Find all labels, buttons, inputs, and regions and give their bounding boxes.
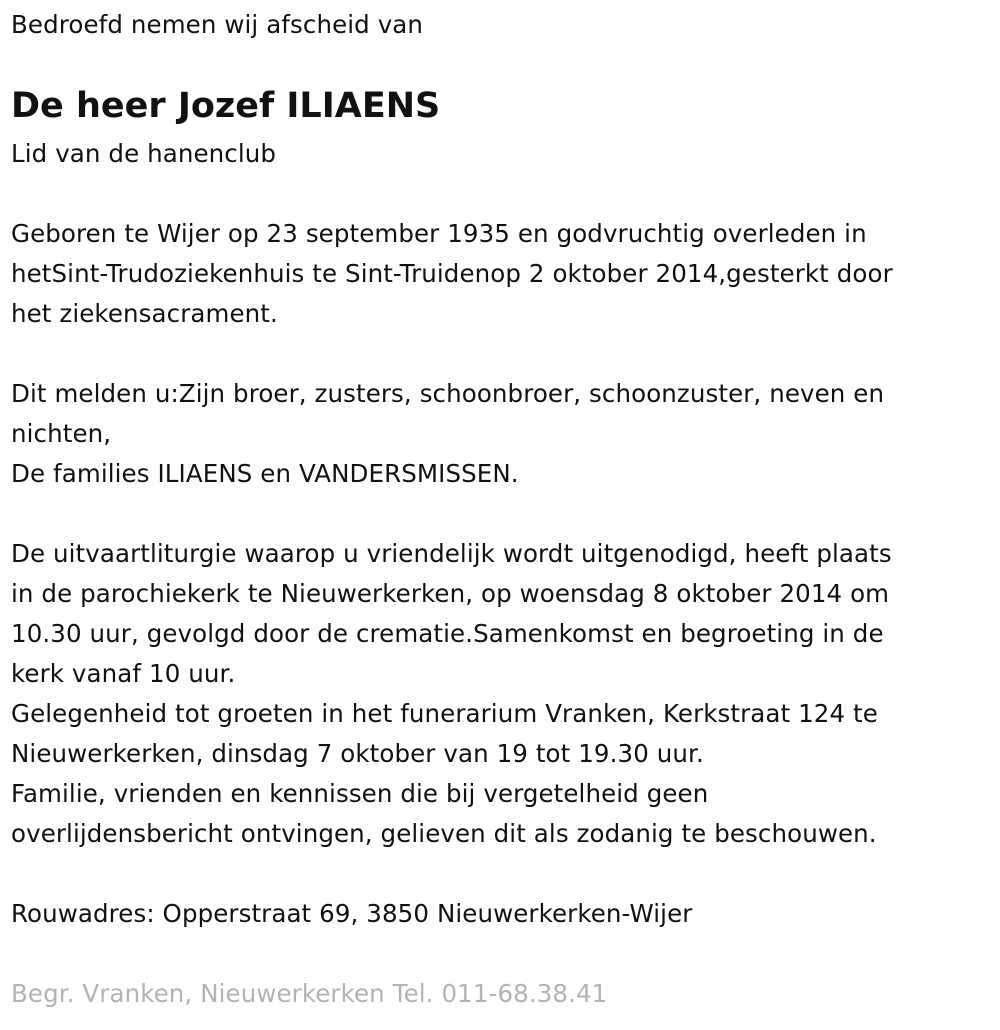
paragraph-line: kerk vanaf 10 uur. xyxy=(11,659,236,688)
undertaker-footer: Begr. Vranken, Nieuwerkerken Tel. 011-68.38.41 xyxy=(11,979,608,1008)
paragraph-line: De families ILIAENS en VANDERSMISSEN. xyxy=(11,459,519,488)
paragraph-line: Nieuwerkerken, dinsdag 7 oktober van 19 tot 19.30 uur. xyxy=(11,739,704,768)
deceased-name: De heer Jozef ILIAENS xyxy=(11,86,441,126)
paragraph-line: hetSint-Trudoziekenhuis te Sint-Truidenop 2 oktober 2014,gesterkt door xyxy=(11,259,893,288)
paragraph-line: 10.30 uur, gevolgd door de crematie.Samenkomst en begroeting in de xyxy=(11,619,884,648)
paragraph-line: nichten, xyxy=(11,419,112,448)
paragraph-line: in de parochiekerk te Nieuwerkerken, op woensdag 8 oktober 2014 om xyxy=(11,579,890,608)
membership-text: Lid van de hanenclub xyxy=(11,139,277,168)
intro-text: Bedroefd nemen wij afscheid van xyxy=(11,10,424,39)
paragraph-line: Geboren te Wijer op 23 september 1935 en godvruchtig overleden in xyxy=(11,219,867,248)
paragraph-line: het ziekensacrament. xyxy=(11,299,278,328)
paragraph-line: Gelegenheid tot groeten in het funerarium Vranken, Kerkstraat 124 te xyxy=(11,699,878,728)
paragraph-line: De uitvaartliturgie waarop u vriendelijk wordt uitgenodigd, heeft plaats xyxy=(11,539,892,568)
paragraph-line: overlijdensbericht ontvingen, gelieven dit als zodanig te beschouwen. xyxy=(11,819,877,848)
paragraph-line: Dit melden u:Zijn broer, zusters, schoonbroer, schoonzuster, neven en xyxy=(11,379,885,408)
mourning-address: Rouwadres: Opperstraat 69, 3850 Nieuwerkerken-Wijer xyxy=(11,899,693,928)
paragraph-line: Familie, vrienden en kennissen die bij vergetelheid geen xyxy=(11,779,709,808)
